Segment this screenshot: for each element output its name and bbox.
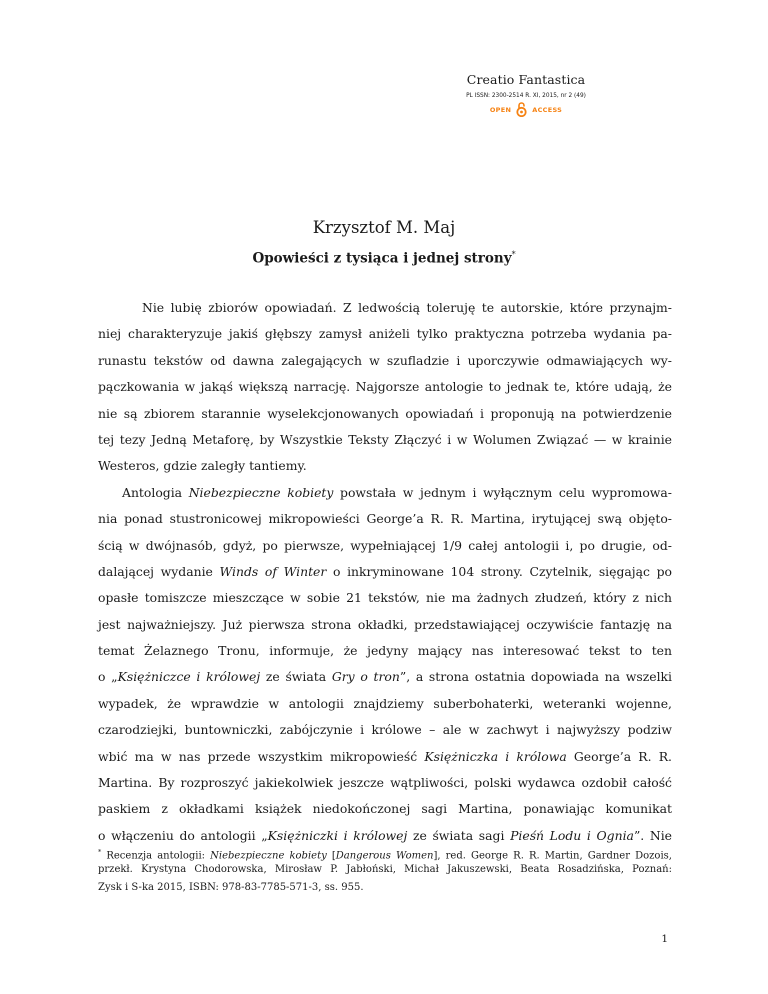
journal-name: Creatio Fantastica xyxy=(466,72,586,87)
text-run: wbić ma w nas przede wszystkim mikropowieść xyxy=(98,748,425,764)
body-line: jest najważniejszy. Już pierwsza strona okładki, przedstawiającej oczywiście fantazję na xyxy=(98,616,672,632)
body-line: Nie lubię zbiorów opowiadań. Z ledwością toleruję te autorskie, które przynajm- xyxy=(142,300,672,315)
text-run: ze świata xyxy=(260,669,332,685)
page-number: 1 xyxy=(661,933,668,945)
footnote-line: Zysk i S-ka 2015, ISBN: 978-83-7785-571-3, ss. 955. xyxy=(98,882,364,894)
open-access-lock-icon xyxy=(516,102,527,117)
body-line xyxy=(98,480,672,506)
open-access-label-right: ACCESS xyxy=(532,105,563,114)
text-run: Recenzja antologii: xyxy=(101,850,211,862)
body-line xyxy=(98,664,672,690)
text-run: ], red. George R. R. Martin, Gardner Dozois, xyxy=(433,850,672,862)
body-line: opasłe tomiszcze mieszczące w sobie 21 tekstów, nie ma żadnych złudzeń, który z nich xyxy=(98,590,672,606)
body-line: pączkowania w jakąś większą narrację. Najgorsze antologie to jednak te, które udają, że xyxy=(98,379,672,395)
footnote-line xyxy=(98,843,672,861)
author-name: Krzysztof M. Maj xyxy=(312,218,456,237)
title-footnote-mark: * xyxy=(511,250,516,259)
book-title: Księżniczce i królowej xyxy=(117,669,261,685)
text-run: o włączeniu do antologii „ xyxy=(98,827,268,843)
body-line: nia ponad stustronicowej mikropowieści George’a R. R. Martina, irytującej swą objęto- xyxy=(98,511,672,527)
article-title-text: Opowieści z tysiąca i jednej strony xyxy=(252,250,512,267)
footnote-mark: * xyxy=(98,848,102,856)
body-line: ścią w dwójnasób, gdyż, po pierwsze, wypełniającej 1/9 całej antologii i, po drugie, od- xyxy=(98,537,672,553)
text-run: powstała w jednym i wyłącznym celu wypromowa- xyxy=(333,484,672,500)
book-title: Niebezpieczne kobiety xyxy=(188,484,334,500)
body-line xyxy=(98,559,672,585)
text-run: o „ xyxy=(98,669,118,685)
body-line: tej tezy Jedną Metaforę, by Wszystkie Teksty Złączyć i w Wolumen Związać — w krainie xyxy=(98,431,672,447)
open-access-badge xyxy=(426,102,626,117)
issn-line: PL ISSN: 2300-2514 R. XI, 2015, nr 2 (49) xyxy=(466,93,586,99)
text-run: ”. Nie xyxy=(633,827,672,843)
text-run: [ xyxy=(326,850,336,862)
article-title xyxy=(0,250,768,267)
body-line: wypadek, że wprawdzie w antologii znajdziemy suberbohaterki, weteranki wojenne, xyxy=(98,695,672,711)
journal-header xyxy=(426,72,626,117)
book-title: Pieśń Lodu i Ognia xyxy=(510,827,634,843)
book-title: Księżniczka i królowa xyxy=(424,748,567,764)
body-line: runastu tekstów od dawna zalegających w szufladzie i uporczywie odmawiających wy- xyxy=(98,352,672,368)
paragraph-1 xyxy=(98,295,672,480)
text-run: Antologia xyxy=(122,484,189,500)
body-line: czarodziejki, buntowniczki, zabójczynie i królowe – ale w zachwyt i najwyższy podziw xyxy=(98,722,672,738)
footnote-line: przekł. Krystyna Chodorowska, Mirosław P. Jabłoński, Michał Jakuszewski, Beata Rosadzińska, Poznań: xyxy=(98,864,672,876)
book-title: Gry o tron xyxy=(331,669,400,685)
text-run: George’a R. R. xyxy=(566,748,672,764)
footnote xyxy=(98,843,672,898)
text-run: ”, a strona ostatnia dopowiada na wszelki xyxy=(399,669,673,685)
body-line: Westeros, gdzie zaległy tantiemy. xyxy=(98,458,307,474)
body-line xyxy=(98,744,672,770)
body-line: niej charakteryzuje jakiś głębszy zamysł aniżeli tylko praktyczna potrzeba wydania pa- xyxy=(98,326,672,342)
book-title: Dangerous Women xyxy=(335,850,434,862)
article-body xyxy=(98,295,672,849)
text-run: ze świata sagi xyxy=(407,827,511,843)
text-run: o inkryminowane 104 strony. Czytelnik, sięgając po xyxy=(326,563,672,579)
book-title: Winds of Winter xyxy=(219,563,327,579)
book-title: Księżniczki i królowej xyxy=(267,827,408,843)
body-line: nie są zbiorem starannie wyselekcjonowanych opowiadań i proponują na potwierdzenie xyxy=(98,405,672,421)
open-access-label-left: OPEN xyxy=(489,105,512,114)
paragraph-2 xyxy=(98,480,672,849)
text-run: dalającej wydanie xyxy=(98,563,220,579)
body-line: paskiem z okładkami książek niedokończonej sagi Martina, ponawiając komunikat xyxy=(98,801,672,817)
body-line: temat Żelaznego Tronu, informuje, że jedyny mający nas interesować tekst to ten xyxy=(98,643,672,659)
body-line: Martina. By rozproszyć jakiekolwiek jeszcze wątpliwości, polski wydawca ozdobił całość xyxy=(98,775,672,791)
book-title: Niebezpieczne kobiety xyxy=(210,850,327,862)
